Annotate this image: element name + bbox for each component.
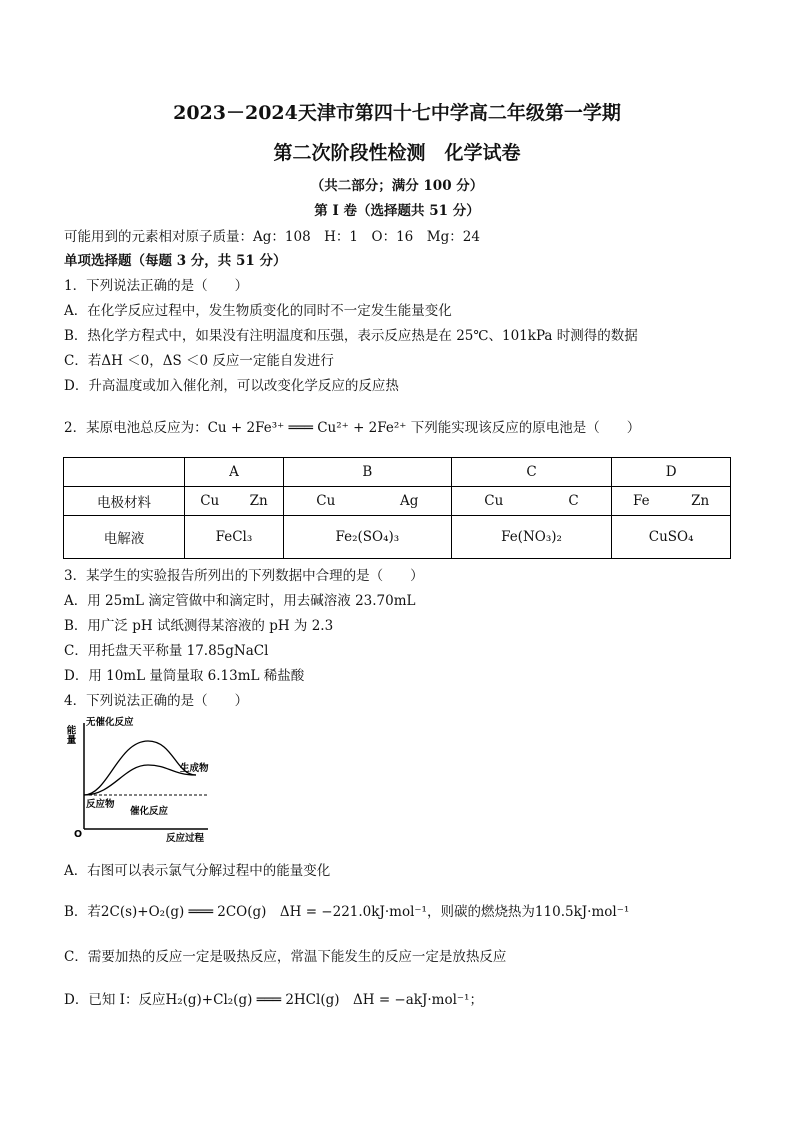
electrolyte-d: CuSO₄ bbox=[612, 516, 731, 559]
electrode: Cu bbox=[484, 493, 504, 509]
table-header-c: C bbox=[451, 458, 612, 487]
table-header-a: A bbox=[185, 458, 284, 487]
q4-stem: 4．下列说法正确的是（ ） bbox=[64, 693, 249, 709]
electrode-cell-c bbox=[451, 487, 612, 516]
electrolyte-a: FeCl₃ bbox=[185, 516, 284, 559]
section-title: 第 I 卷（选择题共 51 分） bbox=[314, 203, 480, 219]
y-axis-label: 能量 bbox=[64, 725, 76, 744]
q1-stem: 1．下列说法正确的是（ ） bbox=[64, 278, 249, 294]
exam-title-line1: 2023－2024天津市第四十七中学高二年级第一学期 bbox=[173, 102, 621, 124]
electrolyte-b: Fe₂(SO₄)₃ bbox=[283, 516, 451, 559]
q3-option-d: D．用 10mL 量筒量取 6.13mL 稀盐酸 bbox=[64, 668, 305, 684]
q1-option-d: D．升高温度或加入催化剂，可以改变化学反应的反应热 bbox=[64, 378, 399, 394]
q4-option-b: B．若2C(s)+O₂(g) ═══ 2CO(g) ΔH = −221.0kJ·mol⁻¹，则碳的燃烧热为110.5kJ·mol⁻¹ bbox=[64, 904, 630, 920]
row-label-electrode: 电极材料 bbox=[64, 487, 185, 516]
atomic-masses: 可能用到的元素相对原子质量：Ag：108 H：1 O：16 Mg：24 bbox=[64, 229, 480, 245]
reactant-label: 反应物 bbox=[86, 799, 115, 810]
q2-stem: 2．某原电池总反应为：Cu + 2Fe³⁺ ═══ Cu²⁺ + 2Fe²⁺ 下列能实现该反应的原电池是（ ） bbox=[64, 420, 641, 436]
total-score-note: （共二部分；满分 100 分） bbox=[310, 178, 484, 194]
electrode: Fe bbox=[633, 493, 650, 509]
electrolyte-c: Fe(NO₃)₂ bbox=[451, 516, 612, 559]
electrode: Zn bbox=[691, 493, 710, 509]
table-header-d: D bbox=[612, 458, 731, 487]
q3-option-c: C．用托盘天平称量 17.85gNaCl bbox=[64, 643, 269, 659]
x-axis-label: 反应过程 bbox=[166, 833, 205, 844]
electrode-cell-a bbox=[185, 487, 284, 516]
electrode-cell-b bbox=[283, 487, 451, 516]
q1-option-a: A．在化学反应过程中，发生物质变化的同时不一定发生能量变化 bbox=[64, 303, 452, 319]
q4-option-d: D．已知 I：反应H₂(g)+Cl₂(g) ═══ 2HCl(g) ΔH = −akJ·mol⁻¹； bbox=[64, 992, 483, 1008]
origin-label: O bbox=[74, 829, 83, 840]
q3-option-b: B．用广泛 pH 试纸测得某溶液的 pH 为 2.3 bbox=[64, 618, 334, 634]
row-label-electrolyte: 电解液 bbox=[64, 516, 185, 559]
table-row-electrolyte bbox=[64, 516, 731, 559]
catalyzed-label: 催化反应 bbox=[130, 806, 169, 817]
electrode: Ag bbox=[399, 493, 419, 509]
question-type-heading: 单项选择题（每题 3 分，共 51 分） bbox=[64, 253, 287, 269]
q2-option-table bbox=[63, 457, 731, 559]
electrode: Cu bbox=[200, 493, 220, 509]
table-header-b: B bbox=[283, 458, 451, 487]
table-header-empty bbox=[64, 458, 185, 487]
q3-stem: 3．某学生的实验报告所列出的下列数据中合理的是（ ） bbox=[64, 568, 424, 584]
q1-option-b: B．热化学方程式中，如果没有注明温度和压强，表示反应热是在 25℃、101kPa 时测得的数据 bbox=[64, 328, 638, 344]
product-label: 生成物 bbox=[180, 763, 209, 774]
exam-title-line2: 第二次阶段性检测 化学试卷 bbox=[273, 142, 521, 164]
electrode: Zn bbox=[249, 493, 268, 509]
energy-diagram bbox=[64, 713, 218, 845]
electrode-cell-d bbox=[612, 487, 731, 516]
q1-option-c: C．若ΔH ＜0，ΔS ＜0 反应一定能自发进行 bbox=[64, 353, 334, 369]
q4-option-a: A．右图可以表示氯气分解过程中的能量变化 bbox=[64, 863, 331, 879]
table-header-row bbox=[64, 458, 731, 487]
electrode: C bbox=[568, 493, 579, 509]
q3-option-a: A．用 25mL 滴定管做中和滴定时，用去碱溶液 23.70mL bbox=[64, 593, 416, 609]
table-row-electrodes bbox=[64, 487, 731, 516]
energy-diagram-svg bbox=[64, 713, 218, 845]
q4-option-c: C．需要加热的反应一定是吸热反应，常温下能发生的反应一定是放热反应 bbox=[64, 949, 507, 965]
uncatalyzed-label: 无催化反应 bbox=[86, 717, 134, 728]
electrode: Cu bbox=[316, 493, 336, 509]
